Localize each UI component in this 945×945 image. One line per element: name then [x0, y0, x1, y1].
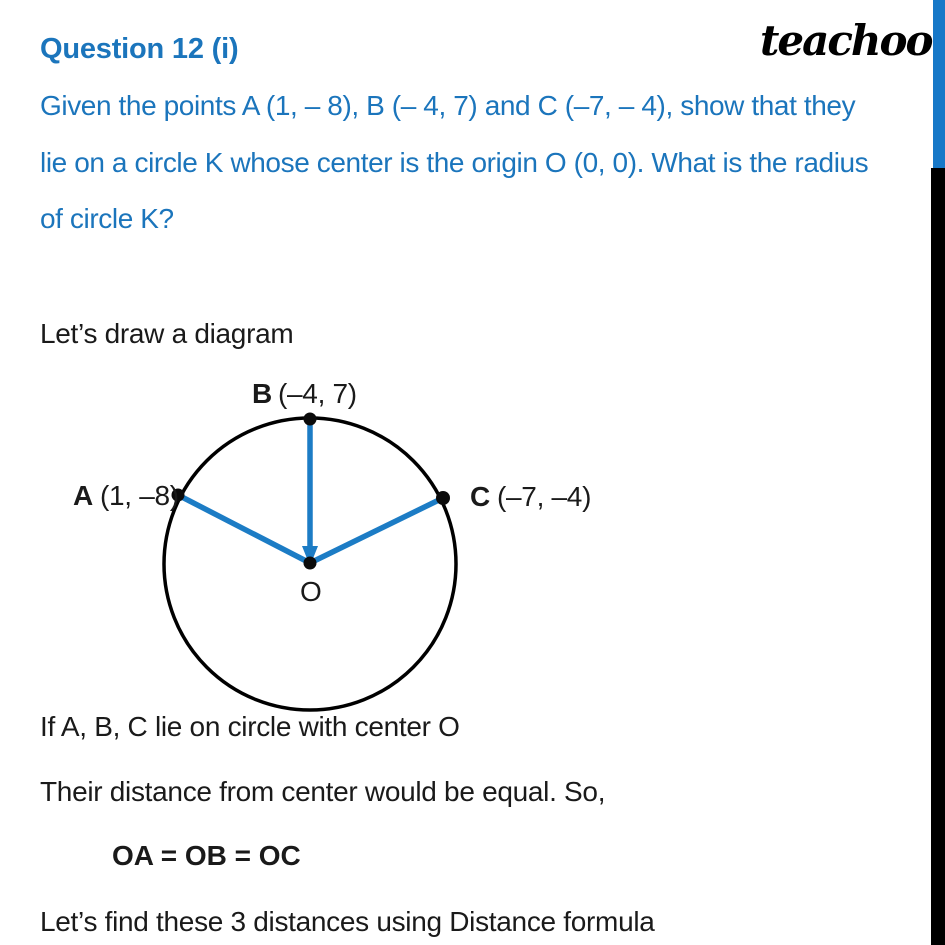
question-line-1: Given the points A (1, – 8), B (– 4, 7) and C (–7, – 4), show that they [40, 90, 856, 121]
center-o-dot [304, 557, 317, 570]
radius-line-oc [310, 498, 443, 563]
point-a-label-coords: (1, –8) [100, 480, 179, 511]
center-o-label: O [300, 576, 322, 607]
radius-line-oa [178, 495, 310, 563]
point-c-label-letter: C [470, 481, 490, 512]
right-edge-blue-bar [933, 0, 945, 168]
statement-line-1: If A, B, C lie on circle with center O [40, 711, 460, 742]
point-b-dot [304, 413, 317, 426]
question-line-3: of circle K? [40, 203, 174, 234]
page-title: Question 12 (i) [40, 33, 239, 65]
right-edge-black-bar [931, 168, 945, 945]
point-b-label-coords: (–4, 7) [278, 378, 357, 409]
statement-line-3: Let’s find these 3 distances using Distance formula [40, 906, 655, 937]
equation-oa-ob-oc: OA = OB = OC [112, 840, 301, 871]
teachoo-logo: teachoo [760, 16, 932, 65]
point-c-label-coords: (–7, –4) [497, 481, 592, 512]
point-b-label-letter: B [252, 378, 272, 409]
statement-line-2: Their distance from center would be equal. So, [40, 776, 606, 807]
diagram-intro-text: Let’s draw a diagram [40, 318, 294, 349]
point-c-dot [436, 491, 450, 505]
circle-k-diagram [0, 370, 640, 720]
question-line-2: lie on a circle K whose center is the origin O (0, 0). What is the radius [40, 147, 869, 178]
point-a-label-letter: A [73, 480, 93, 511]
